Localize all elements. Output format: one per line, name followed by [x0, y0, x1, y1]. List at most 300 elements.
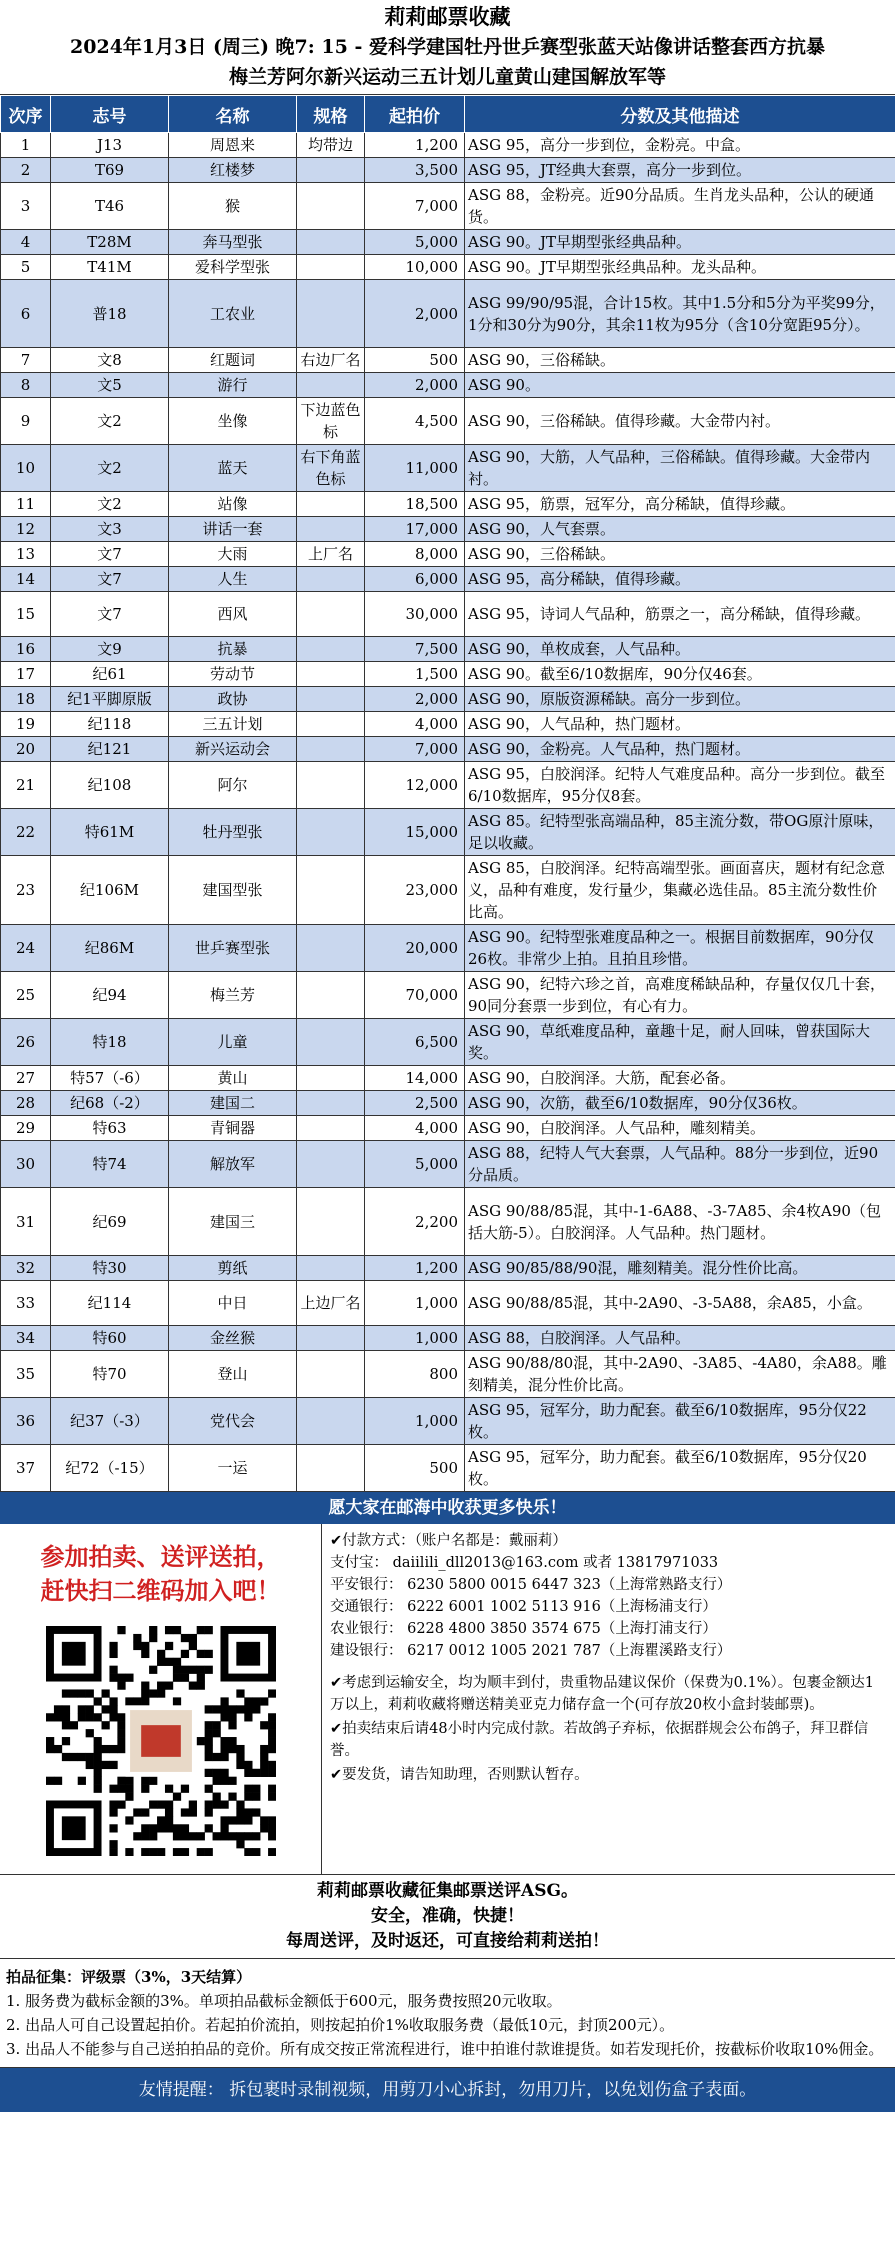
- cell-no: 11: [1, 492, 51, 517]
- cell-no: 14: [1, 567, 51, 592]
- cell-name: 游行: [169, 373, 297, 398]
- auction-date-line: 2024年1月3日 (周三) 晚7: 15 - 爱科学建国牡丹世乒赛型张蓝天站像讲话整套西方抗暴: [70, 36, 825, 58]
- cell-spec: [297, 1326, 365, 1351]
- table-row: [1, 1398, 895, 1445]
- table-row: [1, 133, 895, 158]
- cell-spec: [297, 1445, 365, 1492]
- cell-price: 70,000: [365, 972, 465, 1019]
- cell-desc: ASG 90，三俗稀缺。: [465, 542, 895, 567]
- cell-price: 2,000: [365, 687, 465, 712]
- cell-code: 特74: [51, 1141, 169, 1188]
- cell-desc: ASG 90，单枚成套，人气品种。: [465, 637, 895, 662]
- table-row: [1, 1116, 895, 1141]
- collect-line: 每周送评，及时返还，可直接给莉莉送拍！: [286, 1931, 609, 1951]
- bank-account: 建设银行： 6217 0012 1005 2021 787（上海瞿溪路支行）: [330, 1643, 732, 1659]
- cell-price: 6,500: [365, 1019, 465, 1066]
- cell-no: 37: [1, 1445, 51, 1492]
- payment-info: [330, 1530, 887, 1662]
- cell-desc: ASG 95，高分稀缺，值得珍藏。: [465, 567, 895, 592]
- cell-desc: ASG 90，三俗稀缺。: [465, 348, 895, 373]
- cell-spec: [297, 856, 365, 925]
- table-row: [1, 712, 895, 737]
- table-row: [1, 373, 895, 398]
- cell-no: 13: [1, 542, 51, 567]
- cell-name: 登山: [169, 1351, 297, 1398]
- page-title: 莉莉邮票收藏: [384, 4, 511, 29]
- cell-no: 31: [1, 1188, 51, 1256]
- join-line-1: 参加拍卖、送评送拍，: [40, 1542, 281, 1571]
- cell-code: 纪86M: [51, 925, 169, 972]
- cell-desc: ASG 90，白胶润泽。大筋，配套必备。: [465, 1066, 895, 1091]
- cell-code: 文8: [51, 348, 169, 373]
- cell-desc: ASG 88，白胶润泽。人气品种。: [465, 1326, 895, 1351]
- col-desc: 分数及其他描述: [465, 96, 895, 133]
- auction-items-line: 梅兰芳阿尔新兴运动三五计划儿童黄山建国解放军等: [228, 66, 666, 88]
- cell-spec: [297, 1351, 365, 1398]
- cell-name: 世乒赛型张: [169, 925, 297, 972]
- cell-no: 12: [1, 517, 51, 542]
- cell-spec: [297, 972, 365, 1019]
- cell-no: 19: [1, 712, 51, 737]
- cell-spec: [297, 762, 365, 809]
- cell-desc: ASG 95，高分一步到位，金粉亮。中盒。: [465, 133, 895, 158]
- cell-name: 站像: [169, 492, 297, 517]
- join-text: [10, 1540, 311, 1608]
- cell-no: 2: [1, 158, 51, 183]
- collect-line: 莉莉邮票收藏征集邮票送评ASG。: [317, 1881, 578, 1901]
- cell-desc: ASG 90/88/85混，其中-1-6A88、-3-7A85、余4枚A90（包括大筋-5）。白胶润泽。人气品种。热门题材。: [465, 1188, 895, 1256]
- cell-name: 坐像: [169, 398, 297, 445]
- cell-no: 6: [1, 280, 51, 348]
- cell-spec: [297, 183, 365, 230]
- cell-price: 10,000: [365, 255, 465, 280]
- cell-name: 金丝猴: [169, 1326, 297, 1351]
- cell-no: 7: [1, 348, 51, 373]
- table-row: [1, 1188, 895, 1256]
- cell-code: 文3: [51, 517, 169, 542]
- table-row: [1, 1091, 895, 1116]
- cell-price: 11,000: [365, 445, 465, 492]
- cell-code: 特57（-6）: [51, 1066, 169, 1091]
- cell-code: 纪72（-15）: [51, 1445, 169, 1492]
- col-spec: 规格: [297, 96, 365, 133]
- cell-no: 28: [1, 1091, 51, 1116]
- cell-no: 24: [1, 925, 51, 972]
- collect-section: [0, 1875, 895, 1959]
- cell-desc: ASG 90，白胶润泽。人气品种，雕刻精美。: [465, 1116, 895, 1141]
- cell-no: 25: [1, 972, 51, 1019]
- cell-name: 大雨: [169, 542, 297, 567]
- cell-code: T69: [51, 158, 169, 183]
- cell-spec: [297, 1019, 365, 1066]
- cell-code: 纪69: [51, 1188, 169, 1256]
- table-row: [1, 592, 895, 637]
- cell-desc: ASG 90，次筋，截至6/10数据库，90分仅36枚。: [465, 1091, 895, 1116]
- cell-desc: ASG 90，大筋，人气品种，三俗稀缺。值得珍藏。大金带内衬。: [465, 445, 895, 492]
- cell-spec: 下边蓝色标: [297, 398, 365, 445]
- cell-spec: [297, 255, 365, 280]
- col-name: 名称: [169, 96, 297, 133]
- lot-rules-title: 拍品征集：评级票（3%，3天结算）: [6, 1968, 252, 1986]
- cell-spec: [297, 925, 365, 972]
- cell-spec: [297, 280, 365, 348]
- cell-no: 30: [1, 1141, 51, 1188]
- cell-no: 32: [1, 1256, 51, 1281]
- cell-price: 20,000: [365, 925, 465, 972]
- table-row: [1, 1351, 895, 1398]
- cell-desc: ASG 90，纪特六珍之首，高难度稀缺品种，存量仅仅几十套，90同分套票一步到位，有心有力。: [465, 972, 895, 1019]
- stamp-table: [0, 95, 895, 1492]
- table-row: [1, 348, 895, 373]
- cell-code: 文2: [51, 445, 169, 492]
- lot-rule: 2. 出品人可自己设置起拍价。若起拍价流拍，则按起拍价1%收取服务费（最低10元，封顶200元）。: [6, 2016, 675, 2034]
- table-row: [1, 158, 895, 183]
- cell-name: 爱科学型张: [169, 255, 297, 280]
- table-row: [1, 255, 895, 280]
- cell-price: 12,000: [365, 762, 465, 809]
- cell-name: 劳动节: [169, 662, 297, 687]
- cell-no: 1: [1, 133, 51, 158]
- cell-desc: ASG 95，筋票，冠军分，高分稀缺，值得珍藏。: [465, 492, 895, 517]
- cell-name: 讲话一套: [169, 517, 297, 542]
- cell-spec: [297, 687, 365, 712]
- cell-desc: ASG 95，冠军分，助力配套。截至6/10数据库，95分仅20枚。: [465, 1445, 895, 1492]
- cell-price: 1,200: [365, 133, 465, 158]
- note-item: ✔拍卖结束后请48小时内完成付款。若故鸽子弃标，依据群规会公布鸽子，拜卫群信誉。: [330, 1721, 869, 1759]
- table-row: [1, 809, 895, 856]
- cell-code: 特30: [51, 1256, 169, 1281]
- bank-account: 平安银行： 6230 5800 0015 6447 323（上海常熟路支行）: [330, 1577, 732, 1593]
- cell-spec: [297, 567, 365, 592]
- cell-desc: ASG 90，金粉亮。人气品种，热门题材。: [465, 737, 895, 762]
- cell-price: 23,000: [365, 856, 465, 925]
- footer-reminder: 友情提醒： 拆包裹时录制视频，用剪刀小心拆封，勿用刀片，以免划伤盒子表面。: [0, 2068, 895, 2112]
- table-row: [1, 856, 895, 925]
- table-row: [1, 1281, 895, 1326]
- table-row: [1, 517, 895, 542]
- cell-no: 34: [1, 1326, 51, 1351]
- cell-name: 红楼梦: [169, 158, 297, 183]
- cell-price: 7,500: [365, 637, 465, 662]
- cell-spec: [297, 637, 365, 662]
- cell-code: T46: [51, 183, 169, 230]
- cell-code: 文7: [51, 542, 169, 567]
- table-row: [1, 687, 895, 712]
- cell-no: 22: [1, 809, 51, 856]
- cell-name: 猴: [169, 183, 297, 230]
- cell-price: 17,000: [365, 517, 465, 542]
- cell-code: 普18: [51, 280, 169, 348]
- cell-no: 35: [1, 1351, 51, 1398]
- table-row: [1, 542, 895, 567]
- cell-spec: [297, 1116, 365, 1141]
- cell-spec: [297, 1398, 365, 1445]
- collect-line: 安全，准确，快捷！: [371, 1906, 524, 1926]
- cell-spec: 右下角蓝色标: [297, 445, 365, 492]
- table-row: [1, 1019, 895, 1066]
- info-section: [0, 1524, 895, 1875]
- cell-price: 2,500: [365, 1091, 465, 1116]
- cell-desc: ASG 90，人气品种，热门题材。: [465, 712, 895, 737]
- payment-title: ✔付款方式：（账户名都是：戴丽莉）: [330, 1533, 567, 1549]
- cell-desc: ASG 85，白胶润泽。纪特高端型张。画面喜庆，题材有纪念意义，品种有难度，发行量少，集藏必选佳品。85主流分数性价比高。: [465, 856, 895, 925]
- table-row: [1, 925, 895, 972]
- cell-no: 18: [1, 687, 51, 712]
- cell-no: 5: [1, 255, 51, 280]
- cell-price: 500: [365, 348, 465, 373]
- cell-code: 特60: [51, 1326, 169, 1351]
- cell-name: 西风: [169, 592, 297, 637]
- table-row: [1, 1256, 895, 1281]
- header: [0, 0, 895, 95]
- cell-code: T28M: [51, 230, 169, 255]
- cell-code: 文5: [51, 373, 169, 398]
- cell-name: 建国二: [169, 1091, 297, 1116]
- cell-code: 纪94: [51, 972, 169, 1019]
- note-item: ✔考虑到运输安全，均为顺丰到付，贵重物品建议保价（保费为0.1%）。包裹金额达1万以上，莉莉收藏将赠送精美亚克力储存盒一个(可存放20枚小盒封装邮票)。: [330, 1675, 874, 1713]
- cell-spec: [297, 1066, 365, 1091]
- cell-price: 1,000: [365, 1326, 465, 1351]
- cell-no: 16: [1, 637, 51, 662]
- lot-rules: [0, 1959, 895, 2068]
- cell-name: 工农业: [169, 280, 297, 348]
- payment-panel: [322, 1524, 895, 1874]
- cell-desc: ASG 90。: [465, 373, 895, 398]
- cell-no: 23: [1, 856, 51, 925]
- cell-name: 建国三: [169, 1188, 297, 1256]
- table-row: [1, 972, 895, 1019]
- col-code: 志号: [51, 96, 169, 133]
- cell-spec: 上厂名: [297, 542, 365, 567]
- cell-no: 9: [1, 398, 51, 445]
- cell-code: 特70: [51, 1351, 169, 1398]
- cell-price: 3,500: [365, 158, 465, 183]
- wish-banner: 愿大家在邮海中收获更多快乐！: [0, 1492, 895, 1524]
- cell-spec: [297, 158, 365, 183]
- cell-desc: ASG 90，原版资源稀缺。高分一步到位。: [465, 687, 895, 712]
- cell-spec: [297, 517, 365, 542]
- cell-spec: [297, 1141, 365, 1188]
- cell-spec: 右边厂名: [297, 348, 365, 373]
- bank-account: 交通银行： 6222 6001 1002 5113 916（上海杨浦支行）: [330, 1599, 717, 1615]
- qr-code[interactable]: [46, 1626, 276, 1856]
- col-no: 次序: [1, 96, 51, 133]
- cell-spec: [297, 1188, 365, 1256]
- table-row: [1, 398, 895, 445]
- cell-price: 5,000: [365, 230, 465, 255]
- join-line-2: 赶快扫二维码加入吧！: [40, 1576, 281, 1605]
- cell-name: 建国型张: [169, 856, 297, 925]
- cell-spec: [297, 737, 365, 762]
- alipay-account: 支付宝： daiilili_dll2013@163.com 或者 13817971033: [330, 1555, 719, 1571]
- cell-desc: ASG 90/88/85混，其中-2A90、-3-5A88，余A85，小盒。: [465, 1281, 895, 1326]
- cell-price: 30,000: [365, 592, 465, 637]
- cell-price: 800: [365, 1351, 465, 1398]
- cell-code: 文2: [51, 492, 169, 517]
- cell-spec: [297, 809, 365, 856]
- cell-name: 梅兰芳: [169, 972, 297, 1019]
- cell-code: 纪114: [51, 1281, 169, 1326]
- cell-desc: ASG 95，JT经典大套票，高分一步到位。: [465, 158, 895, 183]
- cell-price: 14,000: [365, 1066, 465, 1091]
- table-row: [1, 445, 895, 492]
- cell-no: 26: [1, 1019, 51, 1066]
- table-row: [1, 183, 895, 230]
- table-row: [1, 492, 895, 517]
- cell-desc: ASG 88，金粉亮。近90分品质。生肖龙头品种，公认的硬通货。: [465, 183, 895, 230]
- cell-code: 纪118: [51, 712, 169, 737]
- cell-code: 文7: [51, 592, 169, 637]
- cell-name: 新兴运动会: [169, 737, 297, 762]
- cell-desc: ASG 95，诗词人气品种，筋票之一，高分稀缺，值得珍藏。: [465, 592, 895, 637]
- table-row: [1, 762, 895, 809]
- cell-name: 奔马型张: [169, 230, 297, 255]
- cell-desc: ASG 88，纪特人气大套票，人气品种。88分一步到位，近90分品质。: [465, 1141, 895, 1188]
- cell-price: 2,200: [365, 1188, 465, 1256]
- col-price: 起拍价: [365, 96, 465, 133]
- cell-name: 解放军: [169, 1141, 297, 1188]
- cell-name: 儿童: [169, 1019, 297, 1066]
- cell-desc: ASG 85。纪特型张高端品种，85主流分数，带OG原汁原味，足以收藏。: [465, 809, 895, 856]
- table-header: [1, 96, 895, 133]
- cell-no: 3: [1, 183, 51, 230]
- cell-desc: ASG 90，人气套票。: [465, 517, 895, 542]
- cell-name: 青铜器: [169, 1116, 297, 1141]
- cell-name: 牡丹型张: [169, 809, 297, 856]
- cell-desc: ASG 90/88/80混，其中-2A90、-3A85、-4A80，余A88。雕刻精美，混分性价比高。: [465, 1351, 895, 1398]
- table-row: [1, 230, 895, 255]
- cell-code: 文7: [51, 567, 169, 592]
- table-row: [1, 1326, 895, 1351]
- cell-desc: ASG 90。JT早期型张经典品种。: [465, 230, 895, 255]
- cell-name: 周恩来: [169, 133, 297, 158]
- cell-desc: ASG 95，白胶润泽。纪特人气难度品种。高分一步到位。截至6/10数据库，95分仅8套。: [465, 762, 895, 809]
- cell-code: 纪37（-3）: [51, 1398, 169, 1445]
- cell-code: 特61M: [51, 809, 169, 856]
- cell-desc: ASG 90。纪特型张难度品种之一。根据目前数据库，90分仅26枚。非常少上拍。且拍且珍惜。: [465, 925, 895, 972]
- cell-spec: [297, 1256, 365, 1281]
- cell-no: 17: [1, 662, 51, 687]
- join-panel: [0, 1524, 322, 1874]
- cell-name: 剪纸: [169, 1256, 297, 1281]
- cell-no: 36: [1, 1398, 51, 1445]
- cell-no: 29: [1, 1116, 51, 1141]
- cell-name: 党代会: [169, 1398, 297, 1445]
- cell-no: 10: [1, 445, 51, 492]
- cell-price: 2,000: [365, 280, 465, 348]
- cell-name: 黄山: [169, 1066, 297, 1091]
- cell-price: 1,500: [365, 662, 465, 687]
- cell-price: 4,000: [365, 1116, 465, 1141]
- bank-account: 农业银行： 6228 4800 3850 3574 675（上海打浦支行）: [330, 1621, 717, 1637]
- cell-spec: [297, 492, 365, 517]
- cell-no: 4: [1, 230, 51, 255]
- cell-name: 三五计划: [169, 712, 297, 737]
- cell-code: 纪106M: [51, 856, 169, 925]
- cell-no: 20: [1, 737, 51, 762]
- cell-spec: [297, 230, 365, 255]
- cell-price: 500: [365, 1445, 465, 1492]
- cell-code: 纪68（-2）: [51, 1091, 169, 1116]
- cell-price: 7,000: [365, 737, 465, 762]
- note-item: ✔要发货，请告知助理，否则默认暂存。: [330, 1767, 589, 1783]
- cell-price: 1,000: [365, 1281, 465, 1326]
- cell-code: 文9: [51, 637, 169, 662]
- cell-name: 抗暴: [169, 637, 297, 662]
- table-row: [1, 637, 895, 662]
- cell-no: 21: [1, 762, 51, 809]
- cell-price: 7,000: [365, 183, 465, 230]
- cell-code: 特18: [51, 1019, 169, 1066]
- cell-code: 特63: [51, 1116, 169, 1141]
- cell-name: 一运: [169, 1445, 297, 1492]
- cell-price: 5,000: [365, 1141, 465, 1188]
- cell-no: 33: [1, 1281, 51, 1326]
- qr-code-icon: [46, 1626, 276, 1856]
- table-row: [1, 737, 895, 762]
- cell-price: 1,200: [365, 1256, 465, 1281]
- cell-price: 4,000: [365, 712, 465, 737]
- cell-name: 阿尔: [169, 762, 297, 809]
- table-row: [1, 1445, 895, 1492]
- cell-name: 蓝天: [169, 445, 297, 492]
- cell-spec: [297, 373, 365, 398]
- cell-spec: 均带边: [297, 133, 365, 158]
- cell-desc: ASG 90，草纸难度品种，童趣十足，耐人回味，曾获国际大奖。: [465, 1019, 895, 1066]
- cell-desc: ASG 99/90/95混，合计15枚。其中1.5分和5分为平奖99分，1分和30分为90分，其余11枚为95分（含10分宽距95分）。: [465, 280, 895, 348]
- cell-price: 1,000: [365, 1398, 465, 1445]
- cell-code: 文2: [51, 398, 169, 445]
- notes: [330, 1672, 887, 1786]
- cell-price: 15,000: [365, 809, 465, 856]
- table-row: [1, 662, 895, 687]
- cell-spec: 上边厂名: [297, 1281, 365, 1326]
- table-row: [1, 1141, 895, 1188]
- cell-code: 纪61: [51, 662, 169, 687]
- cell-spec: [297, 592, 365, 637]
- cell-no: 8: [1, 373, 51, 398]
- cell-no: 27: [1, 1066, 51, 1091]
- cell-desc: ASG 90，三俗稀缺。值得珍藏。大金带内衬。: [465, 398, 895, 445]
- cell-no: 15: [1, 592, 51, 637]
- cell-price: 8,000: [365, 542, 465, 567]
- cell-price: 4,500: [365, 398, 465, 445]
- table-row: [1, 567, 895, 592]
- cell-code: 纪1平脚原版: [51, 687, 169, 712]
- cell-code: 纪121: [51, 737, 169, 762]
- cell-name: 人生: [169, 567, 297, 592]
- cell-desc: ASG 90/85/88/90混，雕刻精美。混分性价比高。: [465, 1256, 895, 1281]
- lot-rule: 1. 服务费为截标金额的3%。单项拍品截标金额低于600元，服务费按照20元收取。: [6, 1992, 562, 2010]
- cell-name: 中日: [169, 1281, 297, 1326]
- cell-desc: ASG 95，冠军分，助力配套。截至6/10数据库，95分仅22枚。: [465, 1398, 895, 1445]
- cell-code: T41M: [51, 255, 169, 280]
- cell-spec: [297, 712, 365, 737]
- cell-price: 6,000: [365, 567, 465, 592]
- cell-spec: [297, 662, 365, 687]
- cell-spec: [297, 1091, 365, 1116]
- cell-price: 18,500: [365, 492, 465, 517]
- cell-name: 政协: [169, 687, 297, 712]
- cell-price: 2,000: [365, 373, 465, 398]
- cell-desc: ASG 90。JT早期型张经典品种。龙头品种。: [465, 255, 895, 280]
- cell-code: 纪108: [51, 762, 169, 809]
- lot-rule: 3. 出品人不能参与自己送拍拍品的竞价。所有成交按正常流程进行，谁中拍谁付款谁提货。如若发现托价，按截标价收取10%佣金。: [6, 2040, 884, 2058]
- cell-code: J13: [51, 133, 169, 158]
- table-row: [1, 1066, 895, 1091]
- cell-name: 红题词: [169, 348, 297, 373]
- cell-desc: ASG 90。截至6/10数据库，90分仅46套。: [465, 662, 895, 687]
